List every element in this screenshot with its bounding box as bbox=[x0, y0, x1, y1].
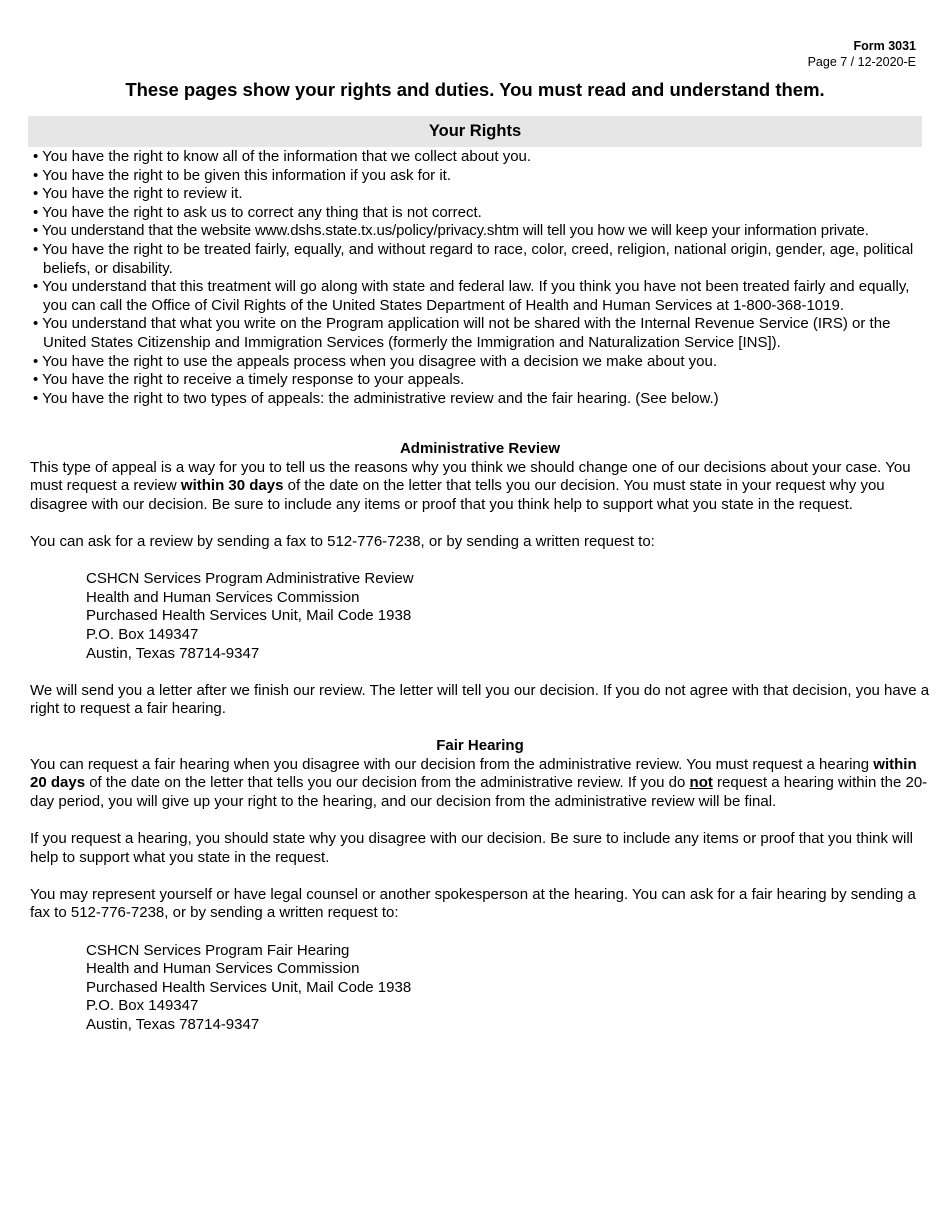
administrative-review-address bbox=[30, 570, 930, 663]
address-line: P.O. Box 149347 bbox=[86, 997, 199, 1015]
address-line: P.O. Box 149347 bbox=[86, 625, 199, 643]
address-line: Purchased Health Services Unit, Mail Code 1938 bbox=[86, 978, 412, 996]
rights-item-text: You understand that this treatment will go along with state and federal law. If you think you have not been treated fairly and equally, you can call the Office of Civil Rights of the United States Department of Health and Human Services at 1-800-368-1019. bbox=[42, 278, 910, 314]
list-item: • You have the right to know all of the information that we collect about you. bbox=[33, 148, 532, 165]
not-emphasis: not bbox=[689, 774, 713, 792]
page-info: Page 7 / 12-2020-E bbox=[807, 55, 916, 69]
administrative-review-section bbox=[30, 440, 930, 719]
list-item: • You have the right to be treated fairly, equally, and without regard to race, color, creed, religion, national origin, gender, age, political beliefs, or disability. bbox=[33, 240, 914, 277]
rights-item-text: You have the right to ask us to correct any thing that is not correct. bbox=[42, 203, 482, 221]
address-line: Health and Human Services Commission bbox=[86, 960, 360, 978]
page-title: These pages show your rights and duties. You must read and understand them. bbox=[125, 79, 825, 100]
text-run: You can request a fair hearing when you disagree with our decision from the administrative review. You must request a hearing bbox=[30, 755, 874, 773]
text-run: request a hearing within the 20-day period, you will give up your right to the hearing, and our decision from the administrative review will be final. bbox=[30, 774, 928, 810]
list-item: • You understand that this treatment will go along with state and federal law. If you think you have not been treated fairly and equally, you can call the Office of Civil Rights of the United States Department of Health and Human Services at 1-800-368-1019. bbox=[33, 278, 910, 314]
deadline-emphasis: within 20 days bbox=[30, 755, 917, 792]
address-line: CSHCN Services Program Administrative Review bbox=[86, 570, 414, 588]
fair-hearing-para-3: You may represent yourself or have legal counsel or another spokesperson at the hearing. You can ask for a fair hearing by sending a fax to 512-776-7238, or by sending a written request to: bbox=[30, 885, 916, 922]
rights-list bbox=[30, 148, 930, 408]
text-run: This type of appeal is a way for you to tell us the reasons why you think we should change one of our decisions about your case. You must request a review bbox=[30, 458, 911, 495]
text-run: of the date on the letter that tells you our decision from the administrative review. If you do bbox=[85, 774, 690, 792]
fair-hearing-para-2: If you request a hearing, you should state why you disagree with our decision. Be sure to include any items or proof that you think will help to support what you state in the request. bbox=[30, 829, 913, 866]
address-line: Purchased Health Services Unit, Mail Code 1938 bbox=[86, 607, 412, 625]
text-run: of the date on the letter that tells you our decision. You must state in your request why you disagree with our decision. Be sure to include any items or proof that you think help to support what you state in the request. bbox=[30, 477, 885, 513]
rights-item-text: You have the right to use the appeals process when you disagree with a decision we make about you. bbox=[42, 352, 718, 370]
address-line: Health and Human Services Commission bbox=[86, 588, 360, 606]
list-item: • You have the right to use the appeals process when you disagree with a decision we make about you. bbox=[33, 352, 718, 370]
list-item: • You have the right to two types of appeals: the administrative review and the fair hearing. (See below.) bbox=[33, 389, 719, 407]
your-rights-heading: Your Rights bbox=[28, 116, 922, 147]
rights-item-text: You understand that the website www.dshs.state.tx.us/policy/privacy.shtm will tell you how we will keep your information private. bbox=[41, 222, 869, 240]
address-line: Austin, Texas 78714-9347 bbox=[86, 1015, 260, 1033]
list-item: • You have the right to review it. bbox=[33, 185, 243, 203]
list-item: • You have the right to receive a timely response to your appeals. bbox=[33, 371, 465, 389]
rights-item-text: You have the right to receive a timely response to your appeals. bbox=[42, 371, 465, 389]
rights-item-text: You have the right to be given this information if you ask for it. bbox=[42, 166, 452, 184]
administrative-review-para-2: You can ask for a review by sending a fax to 512-776-7238, or by sending a written request to: bbox=[30, 532, 655, 550]
list-item: • You understand that the website www.dshs.state.tx.us/policy/privacy.shtm will tell you how we will keep your information private. bbox=[33, 222, 869, 240]
administrative-review-para-1 bbox=[30, 459, 930, 515]
address-line: Austin, Texas 78714-9347 bbox=[86, 644, 260, 662]
fair-hearing-para-1 bbox=[30, 756, 930, 812]
deadline-emphasis: within 30 days bbox=[180, 477, 284, 495]
form-number: Form 3031 bbox=[853, 39, 916, 53]
rights-item-text: You have the right to two types of appeals: the administrative review and the fair hearing. (See below.) bbox=[42, 389, 719, 407]
list-item: • You understand that what you write on the Program application will not be shared with the Internal Revenue Service (IRS) or the United States Citizenship and Immigration Services (formerly the Immigration and Naturalization Service [INS]). bbox=[33, 315, 891, 351]
rights-item-text: You understand that what you write on the Program application will not be shared with the Internal Revenue Service (IRS) or the United States Citizenship and Immigration Services (formerly the Immigration and Naturalization Service [INS]). bbox=[42, 315, 891, 351]
rights-item-text: You have the right to be treated fairly, equally, and without regard to race, color, creed, religion, national origin, gender, age, political beliefs, or disability. bbox=[42, 240, 914, 277]
rights-item-text: You have the right to know all of the information that we collect about you. bbox=[42, 148, 532, 165]
administrative-review-heading: Administrative Review bbox=[399, 440, 561, 457]
administrative-review-para-3: We will send you a letter after we finish our review. The letter will tell you our decision. If you do not agree with that decision, you have a right to request a fair hearing. bbox=[30, 681, 930, 718]
fair-hearing-address bbox=[30, 942, 930, 1035]
list-item: • You have the right to ask us to correct any thing that is not correct. bbox=[33, 203, 482, 221]
fair-hearing-heading: Fair Hearing bbox=[436, 737, 524, 754]
fair-hearing-section bbox=[30, 737, 930, 1035]
rights-item-text: You have the right to review it. bbox=[42, 185, 243, 203]
form-header bbox=[808, 38, 916, 70]
list-item: • You have the right to be given this information if you ask for it. bbox=[33, 166, 452, 184]
address-line: CSHCN Services Program Fair Hearing bbox=[86, 941, 350, 959]
